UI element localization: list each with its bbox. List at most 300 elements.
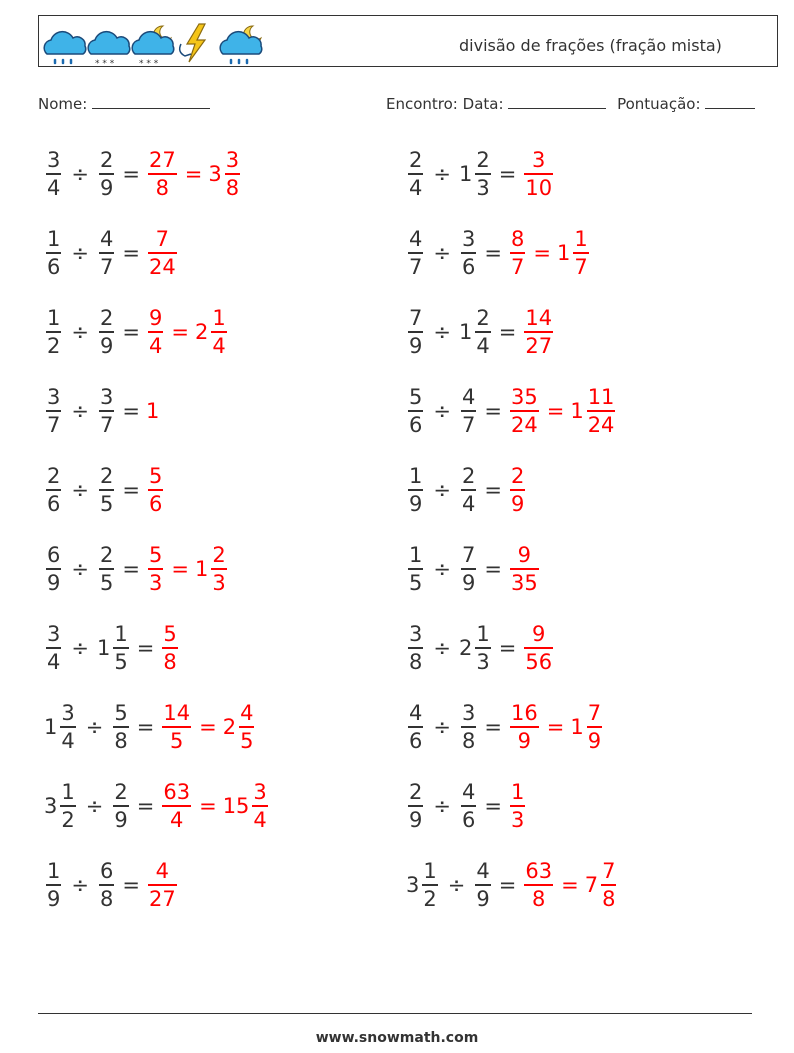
dividend <box>44 542 63 596</box>
divisor <box>111 700 130 754</box>
denominator: 9 <box>99 334 114 358</box>
equals-sign: = <box>498 636 517 660</box>
dividend <box>406 621 425 675</box>
dividend <box>406 384 425 438</box>
denominator: 7 <box>574 255 588 279</box>
fraction <box>148 147 177 201</box>
problem-item <box>406 458 527 522</box>
fraction <box>211 542 226 596</box>
fraction <box>46 542 61 596</box>
fraction <box>510 226 525 280</box>
problem-item <box>44 379 160 443</box>
whole-number: 1 <box>96 636 111 660</box>
answer <box>508 226 591 280</box>
answer-mixed-number <box>223 779 270 833</box>
answer <box>160 621 179 675</box>
numerator: 4 <box>240 701 254 725</box>
fraction <box>46 226 61 280</box>
answer-fraction <box>522 621 555 675</box>
denominator: 4 <box>409 176 423 200</box>
numerator: 2 <box>99 464 114 488</box>
numerator: 11 <box>587 385 615 409</box>
answer <box>522 305 555 359</box>
denominator: 9 <box>47 887 61 911</box>
divide-sign: ÷ <box>433 241 451 265</box>
answer <box>146 542 229 596</box>
whole-number: 2 <box>222 715 237 739</box>
answer-fraction <box>508 542 541 596</box>
fraction <box>99 542 114 596</box>
equals-sign: = <box>484 557 502 581</box>
numerator: 1 <box>212 306 226 330</box>
name-field[interactable] <box>38 94 210 113</box>
numerator: 5 <box>114 701 128 725</box>
denominator: 5 <box>114 650 128 674</box>
lightning-icon <box>180 24 205 62</box>
footer-divider <box>38 1013 752 1014</box>
equals-sign: = <box>122 478 140 502</box>
equals-sign: = <box>122 162 140 186</box>
denominator: 4 <box>253 808 267 832</box>
fraction <box>99 463 114 517</box>
answer <box>508 779 527 833</box>
denominator: 8 <box>114 729 128 753</box>
fraction <box>99 147 114 201</box>
denominator: 35 <box>510 571 538 595</box>
fraction <box>225 147 240 201</box>
divisor <box>97 621 131 675</box>
answer-equals-sign: = <box>533 241 551 265</box>
answer-equals-sign: = <box>199 715 217 739</box>
answer-mixed-number <box>223 700 257 754</box>
answer-fraction <box>522 305 555 359</box>
fraction <box>148 305 163 359</box>
problem-item <box>406 695 604 759</box>
fraction <box>524 621 553 675</box>
answer <box>146 399 160 423</box>
denominator: 6 <box>461 255 476 279</box>
numerator: 2 <box>409 780 423 804</box>
rain-cloud-icon <box>44 32 86 63</box>
denominator: 24 <box>510 413 538 437</box>
numerator: 2 <box>114 780 128 804</box>
fraction <box>510 384 539 438</box>
fraction <box>461 384 476 438</box>
score-label: Pontuação: <box>617 95 701 113</box>
numerator: 6 <box>99 859 114 883</box>
answer-fraction <box>146 226 179 280</box>
problem-item <box>44 774 270 838</box>
equals-sign: = <box>122 873 140 897</box>
equals-sign: = <box>136 794 155 818</box>
answer <box>160 779 269 833</box>
divide-sign: ÷ <box>433 320 451 344</box>
divisor <box>459 305 493 359</box>
header-box <box>38 15 778 67</box>
denominator: 8 <box>163 650 177 674</box>
answer-mixed-number <box>585 858 619 912</box>
fraction <box>461 700 476 754</box>
equals-sign: = <box>122 320 140 344</box>
numerator: 4 <box>461 385 476 409</box>
divisor <box>97 226 116 280</box>
fraction <box>408 147 423 201</box>
denominator: 9 <box>114 808 128 832</box>
answer-whole: 1 <box>145 399 160 423</box>
numerator: 7 <box>602 859 616 883</box>
encounter-field[interactable] <box>386 94 755 113</box>
denominator: 4 <box>61 729 75 753</box>
numerator: 9 <box>532 622 546 646</box>
answer <box>522 147 555 201</box>
fraction <box>475 305 490 359</box>
numerator: 1 <box>47 859 61 883</box>
answer-fraction <box>508 779 527 833</box>
answer-fraction <box>508 226 527 280</box>
whole-number: 2 <box>194 320 209 344</box>
fraction <box>408 226 423 280</box>
divisor <box>459 542 478 596</box>
problem-item <box>44 458 165 522</box>
denominator: 7 <box>409 255 423 279</box>
answer-fraction <box>160 700 193 754</box>
denominator: 5 <box>240 729 254 753</box>
numerator: 1 <box>476 622 490 646</box>
numerator: 2 <box>409 148 423 172</box>
divide-sign: ÷ <box>71 478 89 502</box>
answer <box>146 226 179 280</box>
answer-mixed-number <box>208 147 242 201</box>
denominator: 3 <box>476 176 490 200</box>
denominator: 7 <box>99 255 114 279</box>
fraction <box>113 700 128 754</box>
denominator: 8 <box>409 650 423 674</box>
divisor <box>97 305 116 359</box>
dividend <box>406 542 425 596</box>
denominator: 2 <box>61 808 75 832</box>
numerator: 3 <box>47 148 61 172</box>
denominator: 9 <box>476 887 490 911</box>
dividend <box>44 384 63 438</box>
answer <box>146 147 242 201</box>
divide-sign: ÷ <box>71 162 89 186</box>
denominator: 8 <box>602 887 616 911</box>
numerator: 2 <box>99 543 114 567</box>
numerator: 1 <box>47 306 61 330</box>
problem-item <box>406 853 618 917</box>
denominator: 6 <box>409 413 423 437</box>
encounter-label: Encontro: <box>386 95 458 113</box>
fraction <box>475 621 490 675</box>
answer <box>508 384 617 438</box>
fraction <box>475 147 490 201</box>
numerator: 2 <box>476 148 490 172</box>
numerator: 2 <box>461 464 476 488</box>
fraction <box>60 779 75 833</box>
divide-sign: ÷ <box>71 557 89 581</box>
problem-item <box>406 379 617 443</box>
numerator: 1 <box>114 622 128 646</box>
whole-number: 1 <box>44 715 58 739</box>
fraction <box>573 226 588 280</box>
divide-sign: ÷ <box>71 873 89 897</box>
dividend <box>44 147 63 201</box>
date-label: Data: <box>462 95 504 113</box>
numerator: 14 <box>525 306 553 330</box>
fraction <box>162 700 191 754</box>
numerator: 35 <box>510 385 538 409</box>
denominator: 8 <box>461 729 476 753</box>
weather-icons <box>41 22 271 66</box>
denominator: 9 <box>510 492 525 516</box>
fraction <box>524 305 553 359</box>
fraction <box>461 226 476 280</box>
dividend <box>44 226 63 280</box>
fraction <box>408 700 423 754</box>
whole-number: 3 <box>208 162 222 186</box>
numerator: 5 <box>163 622 177 646</box>
fraction <box>148 463 163 517</box>
divide-sign: ÷ <box>71 636 89 660</box>
divisor <box>473 858 492 912</box>
answer <box>508 542 541 596</box>
name-blank[interactable] <box>92 94 210 109</box>
problem-item <box>406 142 555 206</box>
dividend <box>44 463 63 517</box>
whole-number: 1 <box>458 320 473 344</box>
problem-item <box>44 300 229 364</box>
fraction <box>46 305 61 359</box>
answer <box>508 463 527 517</box>
numerator: 2 <box>99 306 114 330</box>
dividend <box>406 305 425 359</box>
snow-cloud-moon-icon <box>132 26 174 66</box>
fraction <box>46 621 61 675</box>
dividend <box>406 700 425 754</box>
answer-fraction <box>508 700 541 754</box>
equals-sign: = <box>498 873 517 897</box>
fraction <box>524 147 553 201</box>
numerator: 1 <box>47 227 61 251</box>
numerator: 5 <box>409 385 423 409</box>
dividend <box>44 700 78 754</box>
numerator: 4 <box>461 780 476 804</box>
denominator: 27 <box>148 887 176 911</box>
denominator: 56 <box>525 650 553 674</box>
fraction <box>113 621 128 675</box>
numerator: 3 <box>61 701 75 725</box>
answer <box>508 700 604 754</box>
fraction <box>99 226 114 280</box>
equals-sign: = <box>484 478 502 502</box>
whole-number: 1 <box>556 241 571 265</box>
numerator: 7 <box>409 306 423 330</box>
numerator: 63 <box>163 780 191 804</box>
divide-sign: ÷ <box>433 478 451 502</box>
divide-sign: ÷ <box>433 794 451 818</box>
denominator: 4 <box>47 176 61 200</box>
numerator: 2 <box>476 306 490 330</box>
answer-fraction <box>146 463 165 517</box>
answer-mixed-number <box>570 700 604 754</box>
fraction <box>46 858 61 912</box>
answer-mixed-number <box>195 542 229 596</box>
answer <box>522 621 555 675</box>
divide-sign: ÷ <box>433 715 451 739</box>
denominator: 9 <box>409 808 423 832</box>
answer-equals-sign: = <box>546 715 565 739</box>
fraction <box>113 779 128 833</box>
numerator: 4 <box>409 227 423 251</box>
fraction <box>422 858 437 912</box>
equals-sign: = <box>136 715 155 739</box>
fraction <box>239 700 254 754</box>
numerator: 3 <box>253 780 267 804</box>
problem-item <box>44 142 242 206</box>
equals-sign: = <box>484 715 502 739</box>
numerator: 1 <box>574 227 588 251</box>
denominator: 9 <box>587 729 602 753</box>
answer-fraction <box>146 147 179 201</box>
divide-sign: ÷ <box>71 241 89 265</box>
answer-equals-sign: = <box>171 557 189 581</box>
denominator: 6 <box>47 492 61 516</box>
fraction <box>211 305 226 359</box>
fraction <box>60 700 75 754</box>
numerator: 3 <box>225 148 240 172</box>
denominator: 2 <box>47 334 61 358</box>
numerator: 7 <box>155 227 170 251</box>
whole-number: 1 <box>570 715 584 739</box>
name-label: Nome: <box>38 95 88 113</box>
dividend <box>44 779 78 833</box>
numerator: 1 <box>409 543 423 567</box>
divisor <box>459 147 493 201</box>
fraction <box>408 779 423 833</box>
numerator: 4 <box>476 859 490 883</box>
numerator: 3 <box>532 148 546 172</box>
numerator: 16 <box>510 701 538 725</box>
denominator: 3 <box>510 808 525 832</box>
divisor <box>459 463 478 517</box>
numerator: 1 <box>510 780 525 804</box>
problem-item <box>44 616 180 680</box>
divide-sign: ÷ <box>433 636 451 660</box>
whole-number: 2 <box>458 636 473 660</box>
fraction <box>252 779 267 833</box>
denominator: 4 <box>461 492 476 516</box>
problem-item <box>406 774 527 838</box>
whole-number: 15 <box>222 794 250 818</box>
answer <box>160 700 256 754</box>
denominator: 5 <box>99 492 114 516</box>
answer <box>146 305 229 359</box>
divisor <box>97 858 116 912</box>
denominator: 3 <box>212 571 226 595</box>
answer-fraction <box>160 779 193 833</box>
fraction <box>148 858 177 912</box>
divisor <box>459 226 478 280</box>
denominator: 7 <box>99 413 114 437</box>
fraction <box>99 384 114 438</box>
answer-equals-sign: = <box>199 794 217 818</box>
whole-number: 1 <box>194 557 209 581</box>
fraction <box>587 384 616 438</box>
divide-sign: ÷ <box>433 399 451 423</box>
divisor <box>459 384 478 438</box>
fraction <box>162 621 177 675</box>
denominator: 9 <box>47 571 61 595</box>
numerator: 7 <box>587 701 602 725</box>
fraction <box>461 542 476 596</box>
numerator: 9 <box>517 543 532 567</box>
divisor <box>97 147 116 201</box>
denominator: 9 <box>409 492 423 516</box>
equals-sign: = <box>122 241 140 265</box>
denominator: 10 <box>525 176 553 200</box>
denominator: 8 <box>225 176 240 200</box>
denominator: 9 <box>409 334 423 358</box>
whole-number: 3 <box>406 873 420 897</box>
dividend <box>406 858 440 912</box>
denominator: 9 <box>517 729 532 753</box>
numerator: 2 <box>212 543 226 567</box>
numerator: 7 <box>461 543 476 567</box>
fraction <box>524 858 553 912</box>
answer-fraction <box>146 858 179 912</box>
denominator: 7 <box>510 255 525 279</box>
whole-number: 1 <box>458 162 473 186</box>
fraction <box>46 463 61 517</box>
whole-number: 7 <box>584 873 599 897</box>
divisor <box>97 463 116 517</box>
fraction <box>510 542 539 596</box>
denominator: 27 <box>525 334 553 358</box>
numerator: 1 <box>61 780 75 804</box>
denominator: 6 <box>461 808 476 832</box>
date-blank[interactable] <box>508 94 606 109</box>
dividend <box>406 463 425 517</box>
numerator: 27 <box>148 148 176 172</box>
numerator: 2 <box>99 148 114 172</box>
dividend <box>406 147 425 201</box>
numerator: 4 <box>155 859 170 883</box>
denominator: 5 <box>99 571 114 595</box>
denominator: 3 <box>148 571 163 595</box>
numerator: 8 <box>510 227 525 251</box>
denominator: 9 <box>461 571 476 595</box>
equals-sign: = <box>136 636 155 660</box>
answer-fraction <box>522 858 555 912</box>
snow-cloud-icon <box>88 32 130 66</box>
denominator: 3 <box>476 650 490 674</box>
fraction <box>408 621 423 675</box>
denominator: 8 <box>99 887 114 911</box>
divide-sign: ÷ <box>71 399 89 423</box>
answer-mixed-number <box>570 384 617 438</box>
answer-equals-sign: = <box>171 320 189 344</box>
fraction <box>148 542 163 596</box>
svg-text:* * *: * * * <box>139 59 159 66</box>
fraction <box>510 463 525 517</box>
denominator: 2 <box>423 887 437 911</box>
denominator: 4 <box>148 334 163 358</box>
denominator: 4 <box>47 650 61 674</box>
score-blank[interactable] <box>705 94 755 109</box>
problem-item <box>406 221 591 285</box>
fraction <box>408 463 423 517</box>
worksheet-title: divisão de frações (fração mista) <box>459 36 722 55</box>
